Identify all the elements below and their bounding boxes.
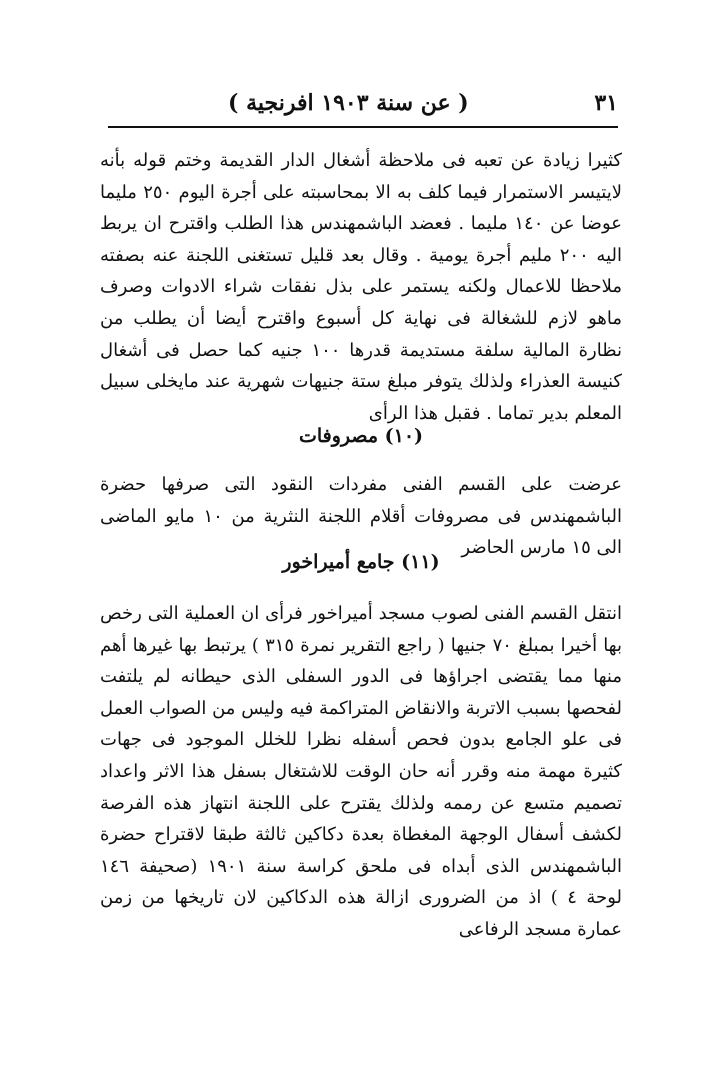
paragraph-text: عرضت على القسم الفنى مفردات النقود التى صرفها حضرة الباشمهندس فى مصروفات أقلام اللجنة النثرية من ١٠ مايو الماضى الى ١٥ مارس الحاضر xyxy=(100,474,622,559)
paragraph-text: انتقل القسم الفنى لصوب مسجد أميراخور فرأى ان العملية التى رخص بها أخيرا بمبلغ ٧٠ جنيها ( راجع التقرير نمرة ٣١٥ ) يرتبط بها غيرها أهم منها مما يقتضى اجراؤها فى الدور السفلى الذى حيطانه لم يلتفت لفحصها بسبب الاتربة والانقاض المتراكمة فيه وليس من الصواب العمل فى علو الجامع بدون فحص أسفله نظرا للخلل الموجود فى جهات كثيرة مهمة منه وقرر أنه حان الوقت للاشتغال بسفل هذا الاثر واعداد تصميم متسع عن رممه ولذلك يقترح على اللجنة انتهاز هذه الفرصة لكشف أسفال الوجهة المغطاة بعدة دكاكين ثالثة طبقا لاقتراح حضرة الباشمهندس الذى أبداه فى ملحق كراسة سنة ١٩٠١ (صحيفة ١٤٦ لوحة ٤ ) اذ من الضرورى ازالة هذه الدكاكين لان تاريخها من زمن عمارة مسجد الرفاعى xyxy=(100,603,622,940)
paragraph-text: كثيرا زيادة عن تعبه فى ملاحظة أشغال الدار القديمة وختم قوله بأنه لايتيسر الاستمرار فيما كلف به الا بمحاسبته على أجرة اليوم ٢٥٠ مليما عوضا عن ١٤٠ مليما . فعضد الباشمهندس هذا الطلب واقترح ان يربط اليه ٢٠٠ مليم أجرة يومية . وقال بعد قليل تستغنى اللجنة عنه بصفته ملاحظا للاعمال ولكنه يستمر على بذل نفقات شراء الادوات وصرف ماهو لازم للشغالة فى نهاية كل أسبوع واقترح أيضا أن يطلب من نظارة المالية سلفة مستديمة قدرها ١٠٠ جنيه كما حصل فى أشغال كنيسة العذراء ولذلك يتوفر مبلغ ستة جنيهات شهرية عند مايخلى سبيل المعلم بدير تماما . فقبل هذا الرأى xyxy=(100,150,622,424)
section-11-body xyxy=(100,598,622,946)
page-header xyxy=(108,88,618,124)
section-heading-11: (١١) جامع أميراخور xyxy=(282,551,440,573)
paragraph-continued xyxy=(100,145,622,429)
page-number: ٣١ xyxy=(594,90,618,116)
header-rule xyxy=(108,126,618,128)
running-head: ( عن سنة ١٩٠٣ افرنجية ) xyxy=(228,90,469,116)
section-heading-10: (١٠) مصروفات xyxy=(298,425,424,447)
section-10-body xyxy=(100,469,622,564)
